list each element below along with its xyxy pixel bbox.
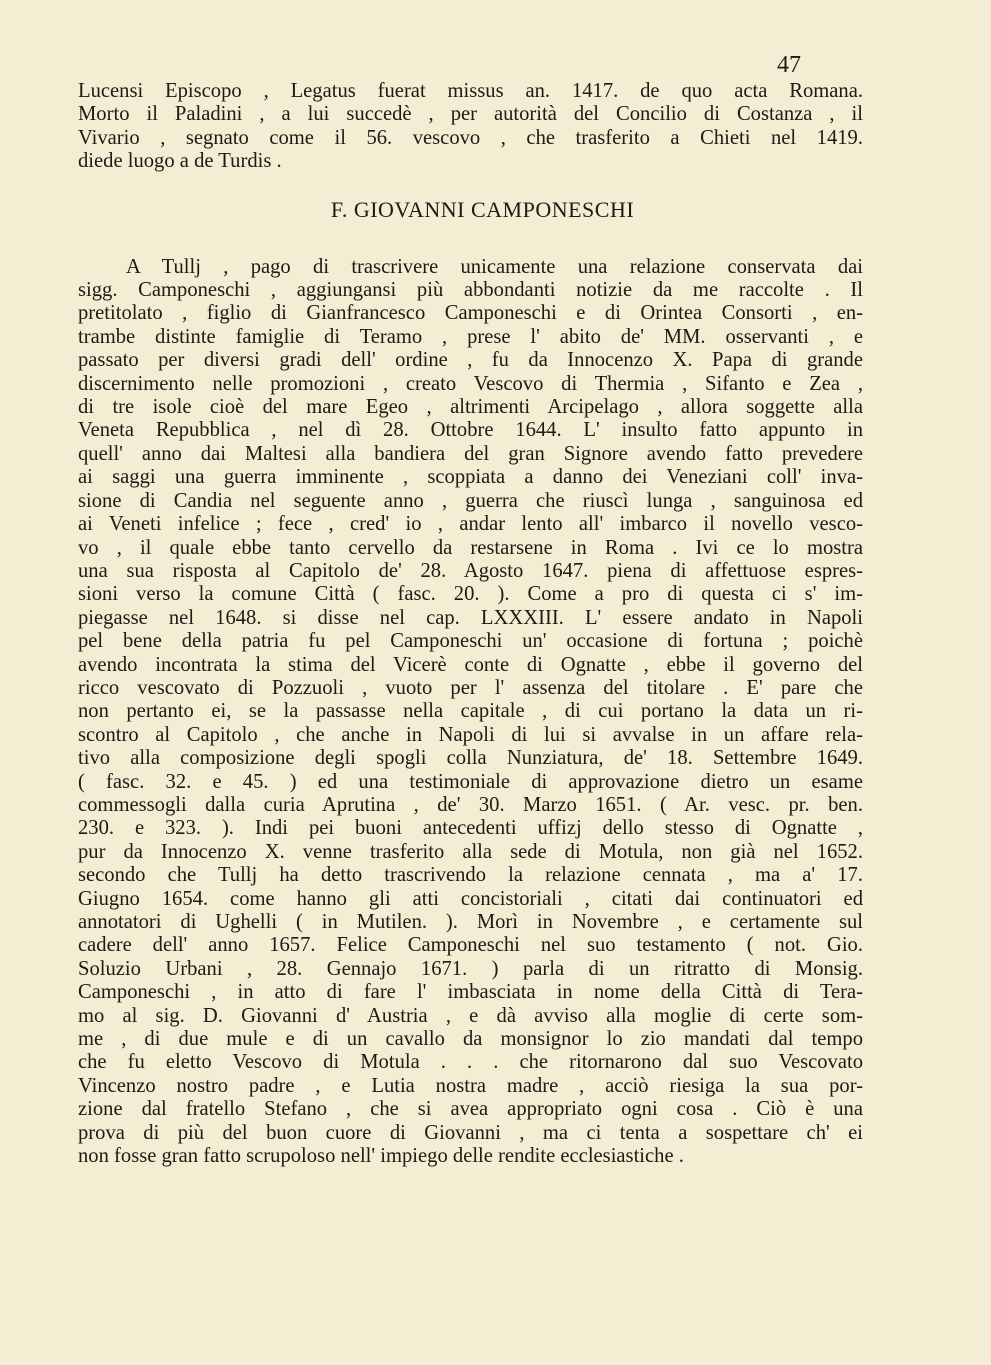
- text-line: pretitolato , figlio di Gianfrancesco Camponeschi e di Orintea Consorti , en-: [78, 302, 863, 325]
- text-line: una sua risposta al Capitolo de' 28. Agosto 1647. piena di affettuose espres-: [78, 559, 863, 582]
- text-line: me , di due mule e di un cavallo da monsignor lo zio mandati dal tempo: [78, 1028, 863, 1051]
- text-line: tivo alla composizione degli spogli colla Nunziatura, de' 18. Settembre 1649.: [78, 747, 863, 770]
- text-line: ricco vescovato di Pozzuoli , vuoto per l' assenza del titolare . E' pare che: [78, 676, 863, 699]
- section-heading: F. GIOVANNI CAMPONESCHI: [330, 196, 635, 222]
- text-line: quell' anno dai Maltesi alla bandiera del gran Signore avendo fatto prevedere: [78, 442, 863, 465]
- text-line: non fosse gran fatto scrupoloso nell' impiego delle rendite ecclesiastiche .: [78, 1145, 684, 1168]
- text-line: mo al sig. D. Giovanni d' Austria , e dà avviso alla moglie di certe som-: [78, 1004, 863, 1027]
- text-line: ( fasc. 32. e 45. ) ed una testimoniale di approvazione dietro un esame: [78, 770, 863, 793]
- text-line: discernimento nelle promozioni , creato Vescovo di Thermia , Sifanto e Zea ,: [78, 372, 863, 395]
- text-line: non pertanto ei, se la passasse nella capitale , di cui portano la data un ri-: [78, 700, 863, 723]
- text-line: trambe distinte famiglie di Teramo , prese l' abito de' MM. osservanti , e: [78, 325, 863, 348]
- text-line: pur da Innocenzo X. venne trasferito alla sede di Motula, non già nel 1652.: [78, 840, 863, 863]
- text-line: commessogli dalla curia Aprutina , de' 30. Marzo 1651. ( Ar. vesc. pr. ben.: [78, 793, 863, 816]
- text-line: Lucensi Episcopo , Legatus fuerat missus an. 1417. de quo acta Romana.: [78, 80, 863, 102]
- text-line: sioni verso la comune Città ( fasc. 20. ). Come a pro di questa ci s' im-: [78, 583, 863, 606]
- text-line: scontro al Capitolo , che anche in Napoli di lui si avvalse in un affare rela-: [78, 723, 863, 746]
- text-line: Veneta Repubblica , nel dì 28. Ottobre 1644. L' insulto fatto appunto in: [78, 419, 863, 442]
- paragraph-body: [78, 256, 863, 1169]
- text-line: Vivario , segnato come il 56. vescovo , che trasferito a Chieti nel 1419.: [78, 126, 863, 149]
- text-line: zione dal fratello Stefano , che si avea appropriato ogni cosa . Ciò è una: [78, 1098, 863, 1121]
- text-line: pel bene della patria fu pel Camponeschi un' occasione di fortuna ; poichè: [78, 630, 863, 653]
- text-line: annotatori di Ughelli ( in Mutilen. ). Morì in Novembre , e certamente sul: [78, 911, 863, 933]
- text-line: prova di più del buon cuore di Giovanni , ma ci tenta a sospettare ch' ei: [78, 1121, 863, 1144]
- text-line: Soluzio Urbani , 28. Gennajo 1671. ) parla di un ritratto di Monsig.: [78, 957, 863, 980]
- text-line: Vincenzo nostro padre , e Lutia nostra madre , acciò riesiga la sua por-: [78, 1074, 863, 1097]
- text-line: 230. e 323. ). Indi pei buoni antecedenti uffizj dello stesso di Ognatte ,: [78, 817, 863, 840]
- text-line: Giugno 1654. come hanno gli atti concistoriali , citati dai continuatori ed: [78, 887, 863, 910]
- text-line: sigg. Camponeschi , aggiungansi più abbondanti notizie da me raccolte . Il: [78, 279, 863, 302]
- paragraph-continuation: [78, 80, 863, 174]
- text-line: sione di Candia nel seguente anno , guerra che riuscì lunga , sanguinosa ed: [78, 489, 863, 512]
- text-line: secondo che Tullj ha detto trascrivendo la relazione cennata , ma a' 17.: [78, 864, 863, 887]
- text-line: diede luogo a de Turdis .: [78, 150, 282, 173]
- text-line: piegasse nel 1648. si disse nel cap. LXXXIII. L' essere andato in Napoli: [78, 606, 863, 629]
- text-line: Camponeschi , in atto di fare l' imbasciata in nome della Città di Tera-: [78, 981, 863, 1004]
- text-line: A Tullj , pago di trascrivere unicamente una relazione conservata dai: [126, 255, 863, 278]
- text-line: di tre isole cioè del mare Egeo , altrimenti Arcipelago , allora soggette alla: [78, 396, 863, 419]
- text-line: ai Veneti infelice ; fece , cred' io , andar lento all' imbarco il novello vesco-: [78, 513, 863, 536]
- text-line: che fu eletto Vescovo di Motula . . . che ritornarono dal suo Vescovato: [78, 1051, 863, 1074]
- text-line: avendo incontrata la stima del Vicerè conte di Ognatte , ebbe il governo del: [78, 653, 863, 676]
- text-line: ai saggi una guerra imminente , scoppiata a danno dei Veneziani coll' inva-: [78, 466, 863, 489]
- text-line: Morto il Paladini , a lui succedè , per autorità del Concilio di Costanza , il: [78, 103, 863, 126]
- text-line: vo , il quale ebbe tanto cervello da restarsene in Roma . Ivi ce lo mostra: [78, 536, 863, 559]
- text-line: passato per diversi gradi dell' ordine , fu da Innocenzo X. Papa di grande: [78, 349, 863, 372]
- text-line: cadere dell' anno 1657. Felice Camponeschi nel suo testamento ( not. Gio.: [78, 934, 863, 957]
- page-number: 47: [777, 52, 801, 78]
